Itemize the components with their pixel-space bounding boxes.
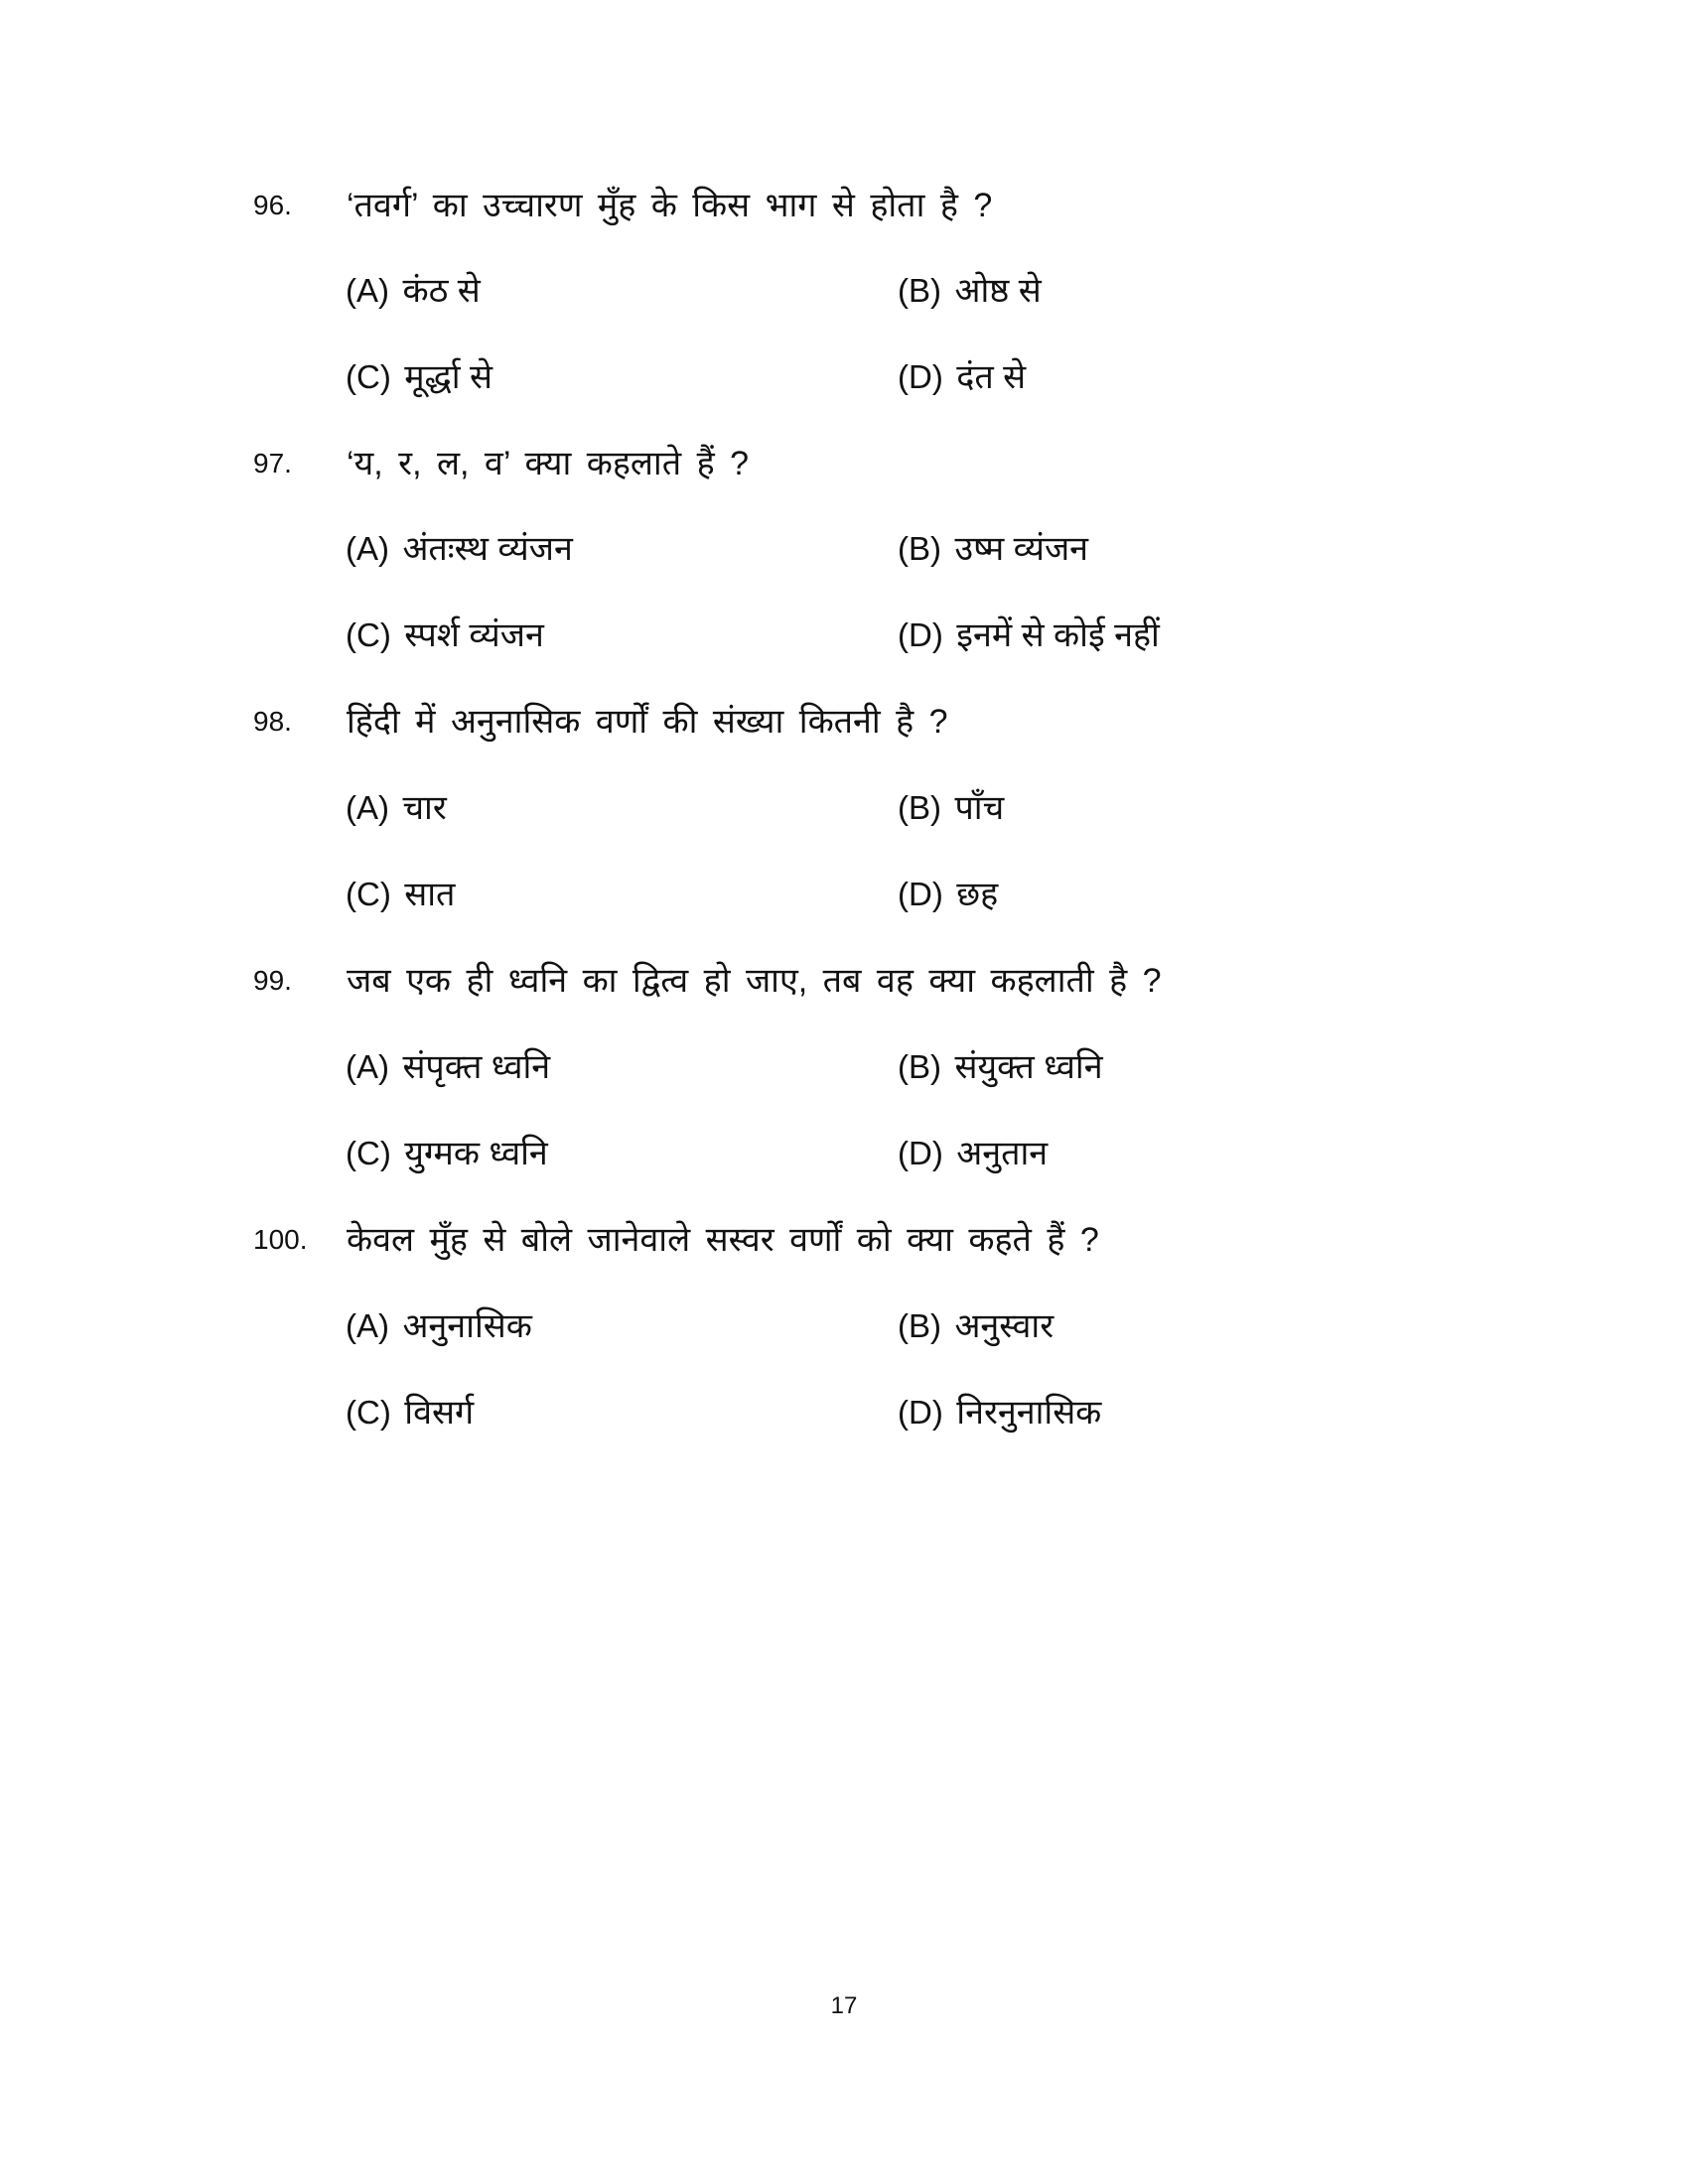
option-text: उष्म व्यंजन <box>954 530 1089 568</box>
option-text: अनुस्वार <box>954 1307 1055 1345</box>
option-label: (C) <box>346 358 391 395</box>
option-text: दंत से <box>956 358 1027 396</box>
option-a <box>346 269 481 313</box>
option-a <box>346 1304 532 1348</box>
page-number: 17 <box>830 1992 858 2019</box>
option-d <box>898 873 998 916</box>
option-d <box>898 1132 1048 1175</box>
option-d <box>898 614 1160 657</box>
question-text: ‘तवर्ग’ का उच्चारण मुँह के किस भाग से होता है ? <box>347 187 993 224</box>
option-label: (A) <box>346 789 389 826</box>
option-a <box>346 527 573 571</box>
question-text: हिंदी में अनुनासिक वर्णों की संख्या कितनी है ? <box>347 703 948 741</box>
option-text: निरनुनासिक <box>956 1394 1102 1432</box>
option-label: (D) <box>898 358 943 395</box>
option-b <box>898 1304 1054 1348</box>
option-text: संपृक्त ध्वनि <box>402 1048 551 1086</box>
option-b <box>898 527 1088 571</box>
option-label: (B) <box>898 1307 941 1344</box>
option-b <box>898 1045 1103 1089</box>
option-label: (D) <box>898 876 943 912</box>
option-text: छह <box>956 876 999 913</box>
option-label: (B) <box>898 530 941 567</box>
option-label: (A) <box>346 1307 389 1344</box>
option-label: (B) <box>898 789 941 826</box>
option-label: (D) <box>898 1394 943 1431</box>
option-label: (D) <box>898 616 943 653</box>
question-number: 97. <box>253 448 292 478</box>
option-c <box>346 1391 474 1434</box>
option-text: स्पर्श व्यंजन <box>404 616 544 654</box>
option-label: (D) <box>898 1135 943 1171</box>
option-text: युग्मक ध्वनि <box>404 1135 548 1172</box>
option-c <box>346 873 455 916</box>
option-text: कंठ से <box>402 272 481 310</box>
option-a <box>346 786 447 830</box>
question-number: 96. <box>253 190 292 220</box>
option-label: (A) <box>346 1048 389 1085</box>
option-text: संयुक्त ध्वनि <box>954 1048 1103 1086</box>
option-d <box>898 1391 1101 1434</box>
option-text: चार <box>402 789 447 827</box>
question-text: केवल मुँह से बोले जानेवाले सस्वर वर्णों को क्या कहते हैं ? <box>347 1221 1099 1259</box>
question-number: 99. <box>253 965 292 996</box>
option-c <box>346 1132 548 1175</box>
option-text: इनमें से कोई नहीं <box>956 616 1160 654</box>
option-b <box>898 269 1042 313</box>
option-text: अंतःस्थ व्यंजन <box>402 530 573 568</box>
option-c <box>346 614 544 657</box>
option-label: (A) <box>346 272 389 309</box>
question-text: जब एक ही ध्वनि का द्वित्व हो जाए, तब वह क्या कहलाती है ? <box>347 962 1162 1000</box>
option-label: (A) <box>346 530 389 567</box>
option-a <box>346 1045 550 1089</box>
option-label: (B) <box>898 1048 941 1085</box>
question-number: 98. <box>253 706 292 737</box>
question-text: ‘य, र, ल, व’ क्या कहलाते हैं ? <box>347 445 749 482</box>
question-number: 100. <box>253 1224 308 1255</box>
option-text: मूर्द्धा से <box>404 358 492 396</box>
option-text: सात <box>404 876 456 913</box>
option-label: (B) <box>898 272 941 309</box>
option-text: पाँच <box>954 789 1005 827</box>
option-text: अनुनासिक <box>402 1307 532 1345</box>
option-b <box>898 786 1004 830</box>
option-d <box>898 355 1026 399</box>
option-text: अनुतान <box>956 1135 1049 1172</box>
option-text: ओष्ठ से <box>954 272 1042 310</box>
option-label: (C) <box>346 616 391 653</box>
option-label: (C) <box>346 1135 391 1171</box>
option-text: विसर्ग <box>404 1394 475 1432</box>
option-label: (C) <box>346 876 391 912</box>
option-c <box>346 355 492 399</box>
option-label: (C) <box>346 1394 391 1431</box>
